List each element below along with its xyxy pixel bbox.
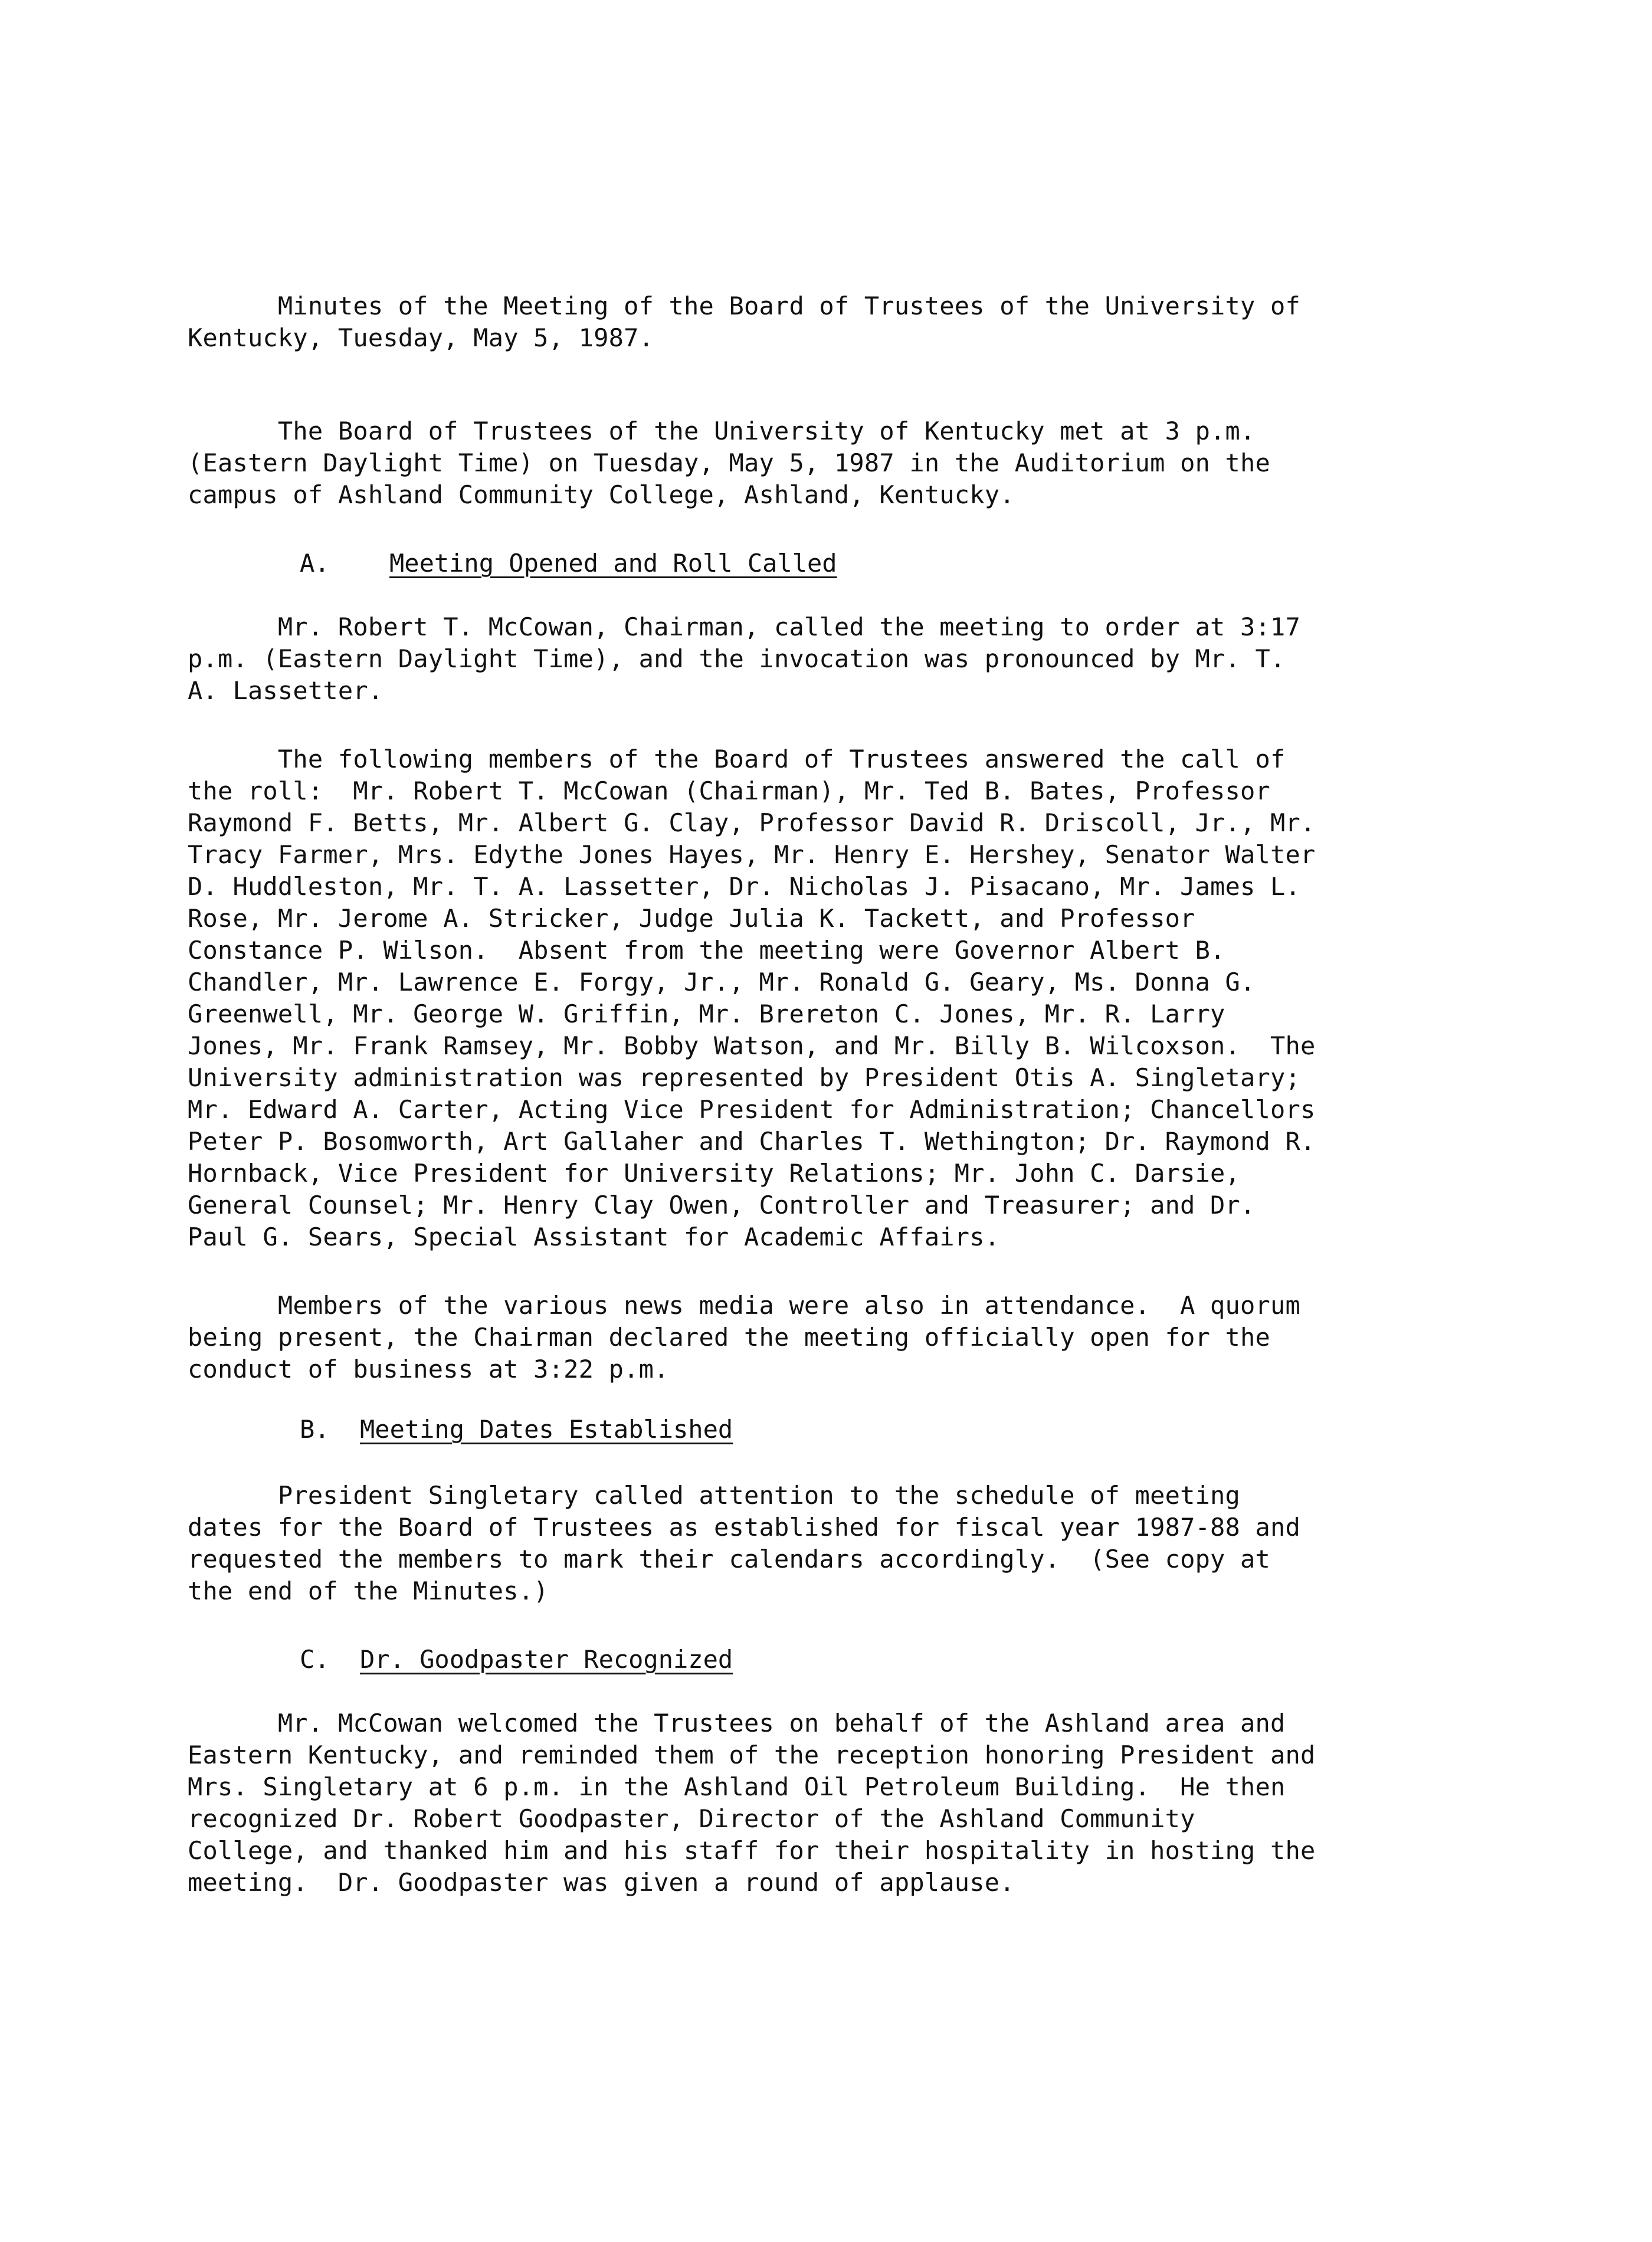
text-line: p.m. (Eastern Daylight Time), and the invocation was pronounced by Mr. T.: [188, 644, 1286, 673]
minutes-title-paragraph: [188, 290, 1415, 354]
text-line: Minutes of the Meeting of the Board of Trustees of the University of: [188, 291, 1300, 320]
text-line: University administration was represented by President Otis A. Singletary;: [188, 1063, 1300, 1092]
text-line: Members of the various news media were also in attendance. A quorum: [188, 1291, 1300, 1320]
text-line: dates for the Board of Trustees as established for fiscal year 1987-88 and: [188, 1513, 1300, 1542]
text-line: General Counsel; Mr. Henry Clay Owen, Controller and Treasurer; and Dr.: [188, 1191, 1256, 1220]
text-line: Mr. McCowan welcomed the Trustees on behalf of the Ashland area and: [188, 1709, 1286, 1738]
section-title: Meeting Opened and Roll Called: [389, 549, 837, 578]
text-line: Constance P. Wilson. Absent from the meeting were Governor Albert B.: [188, 936, 1225, 965]
text-line: Peter P. Bosomworth, Art Gallaher and Charles T. Wethington; Dr. Raymond R.: [188, 1127, 1316, 1156]
text-line: The Board of Trustees of the University of Kentucky met at 3 p.m.: [188, 417, 1256, 445]
text-line: The following members of the Board of Trustees answered the call of: [188, 745, 1286, 773]
roll-call-paragraph: [188, 743, 1415, 1253]
text-line: campus of Ashland Community College, Ashland, Kentucky.: [188, 480, 1015, 509]
text-line: Greenwell, Mr. George W. Griffin, Mr. Brereton C. Jones, Mr. R. Larry: [188, 999, 1225, 1028]
goodpaster-paragraph: [188, 1707, 1415, 1899]
text-line: Kentucky, Tuesday, May 5, 1987.: [188, 323, 654, 352]
text-line: D. Huddleston, Mr. T. A. Lassetter, Dr. Nicholas J. Pisacano, Mr. James L.: [188, 872, 1300, 901]
text-line: requested the members to mark their calendars accordingly. (See copy at: [188, 1545, 1271, 1574]
section-letter: B.: [300, 1415, 330, 1444]
text-line: President Singletary called attention to the schedule of meeting: [188, 1481, 1241, 1510]
text-line: Chandler, Mr. Lawrence E. Forgy, Jr., Mr. Ronald G. Geary, Ms. Donna G.: [188, 968, 1256, 997]
text-line: the end of the Minutes.): [188, 1576, 549, 1605]
meeting-dates-paragraph: [188, 1480, 1415, 1607]
quorum-paragraph: [188, 1290, 1415, 1385]
text-line: being present, the Chairman declared the meeting officially open for the: [188, 1323, 1271, 1352]
call-to-order-paragraph: [188, 611, 1415, 707]
text-line: Mr. Robert T. McCowan, Chairman, called the meeting to order at 3:17: [188, 612, 1300, 641]
text-line: Raymond F. Betts, Mr. Albert G. Clay, Professor David R. Driscoll, Jr., Mr.: [188, 808, 1316, 837]
text-line: Tracy Farmer, Mrs. Edythe Jones Hayes, Mr. Henry E. Hershey, Senator Walter: [188, 840, 1316, 869]
intro-paragraph: [188, 415, 1415, 511]
section-letter: C.: [300, 1645, 330, 1674]
section-letter: A.: [300, 549, 330, 578]
text-line: Jones, Mr. Frank Ramsey, Mr. Bobby Watson, and Mr. Billy B. Wilcoxson. The: [188, 1031, 1316, 1060]
text-line: recognized Dr. Robert Goodpaster, Director of the Ashland Community: [188, 1804, 1195, 1833]
section-title: Dr. Goodpaster Recognized: [360, 1645, 733, 1674]
text-line: conduct of business at 3:22 p.m.: [188, 1355, 669, 1384]
text-line: Mr. Edward A. Carter, Acting Vice President for Administration; Chancellors: [188, 1095, 1316, 1124]
text-line: Eastern Kentucky, and reminded them of the reception honoring President and: [188, 1740, 1316, 1769]
text-line: meeting. Dr. Goodpaster was given a round of applause.: [188, 1868, 1015, 1897]
text-line: Mrs. Singletary at 6 p.m. in the Ashland Oil Petroleum Building. He then: [188, 1772, 1286, 1801]
text-line: Hornback, Vice President for University Relations; Mr. John C. Darsie,: [188, 1159, 1241, 1188]
text-line: Paul G. Sears, Special Assistant for Academic Affairs.: [188, 1222, 1000, 1251]
section-title: Meeting Dates Established: [360, 1415, 733, 1444]
text-line: (Eastern Daylight Time) on Tuesday, May 5, 1987 in the Auditorium on the: [188, 448, 1271, 477]
text-line: College, and thanked him and his staff for their hospitality in hosting the: [188, 1836, 1316, 1865]
text-line: the roll: Mr. Robert T. McCowan (Chairman), Mr. Ted B. Bates, Professor: [188, 776, 1271, 805]
text-line: Rose, Mr. Jerome A. Stricker, Judge Julia K. Tackett, and Professor: [188, 904, 1195, 933]
text-line: A. Lassetter.: [188, 676, 384, 705]
